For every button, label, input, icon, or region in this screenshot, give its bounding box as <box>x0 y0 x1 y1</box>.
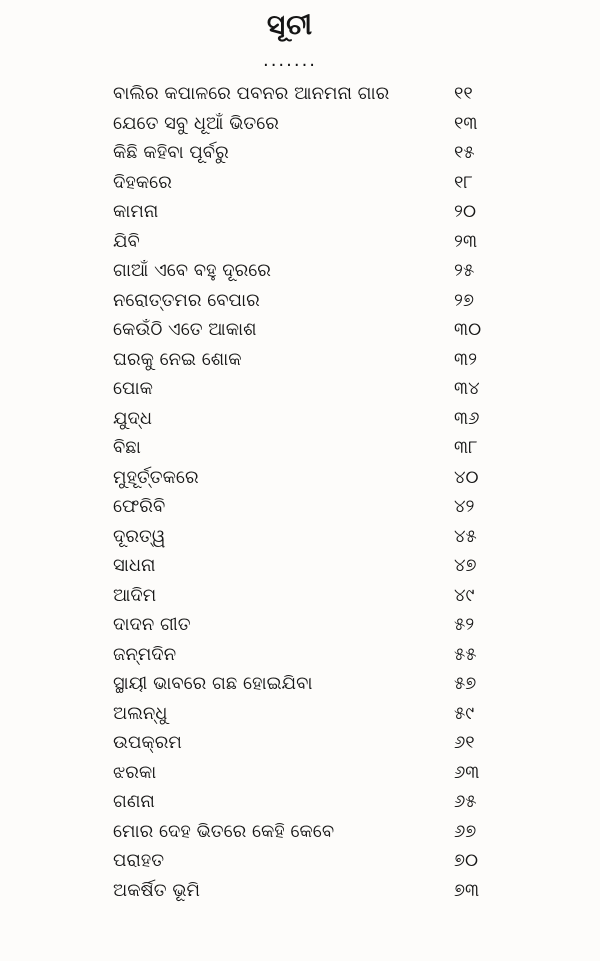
toc-entry <box>0 582 600 612</box>
toc-entry-page-number: ୫୭ <box>454 673 477 694</box>
toc-entry-title: ଯିବି <box>113 230 140 252</box>
table-of-contents <box>0 80 600 906</box>
toc-entry-page-number: ୬୫ <box>454 791 477 812</box>
toc-entry <box>0 464 600 494</box>
toc-entry <box>0 375 600 405</box>
toc-entry-title: ଦୂରତ୍ୱ <box>113 525 166 547</box>
toc-entry-page-number: ୩୦ <box>454 319 482 340</box>
toc-entry-title: ପୋକ <box>113 378 153 399</box>
title-separator: ....... <box>262 50 318 71</box>
toc-entry <box>0 346 600 376</box>
toc-entry <box>0 316 600 346</box>
toc-entry-page-number: ୪୨ <box>454 496 475 517</box>
toc-entry-title: ଯୁଦ୍ଧ <box>113 407 153 429</box>
toc-entry-page-number: ୭୩ <box>454 879 480 901</box>
toc-entry-page-number: ୪୦ <box>454 466 479 488</box>
toc-entry-title: ମୁହୂର୍ତ୍ତକରେ <box>113 466 199 488</box>
toc-entry <box>0 670 600 700</box>
toc-entry-title: ଜନ୍ମଦିନ <box>113 643 177 665</box>
page-title: ସୂଚୀ <box>266 8 314 41</box>
toc-entry <box>0 405 600 435</box>
toc-entry-page-number: ୧୫ <box>454 142 475 163</box>
toc-entry-title: ଗାଆଁ ଏବେ ବହୁ ଦୂରରେ <box>113 260 271 281</box>
toc-entry <box>0 877 600 907</box>
toc-entry-page-number: ୨୫ <box>454 260 475 281</box>
toc-entry <box>0 641 600 671</box>
toc-entry <box>0 228 600 258</box>
toc-entry-title: ମୋର ଦେହ ଭିତରେ କେହି କେବେ <box>113 820 335 842</box>
toc-entry-page-number: ୫୫ <box>454 643 477 665</box>
toc-entry-page-number: ୨୦ <box>454 201 476 222</box>
toc-entry <box>0 818 600 848</box>
toc-entry-page-number: ୪୫ <box>454 525 477 547</box>
toc-entry-page-number: ୩୪ <box>454 378 480 399</box>
toc-entry <box>0 287 600 317</box>
toc-entry <box>0 80 600 110</box>
toc-entry-page-number: ୩୬ <box>454 407 480 429</box>
toc-entry <box>0 759 600 789</box>
toc-entry-title: ଆଦିମ <box>113 584 157 606</box>
toc-entry <box>0 434 600 464</box>
toc-entry <box>0 169 600 199</box>
toc-entry-title: ଝରକା <box>113 761 157 783</box>
toc-entry <box>0 700 600 730</box>
toc-entry-page-number: ୪୯ <box>454 584 475 606</box>
toc-entry <box>0 611 600 641</box>
toc-entry-page-number: ୧୧ <box>454 83 473 104</box>
toc-entry <box>0 523 600 553</box>
toc-entry-title: ଅକର୍ଷିତ ଭୂମି <box>113 879 200 901</box>
toc-entry-title: କିଛି କହିବା ପୂର୍ବରୁ <box>113 142 229 163</box>
toc-entry-title: ଗଣନା <box>113 791 155 812</box>
toc-entry-page-number: ୬୩ <box>454 761 480 783</box>
toc-entry-page-number: ୧୩ <box>454 112 478 134</box>
toc-entry-title: ଘରକୁ ନେଇ ଶୋକ <box>113 348 242 370</box>
toc-entry-title: ଦିହକରେ <box>113 171 172 193</box>
toc-entry-page-number: ୩୨ <box>454 348 478 370</box>
toc-entry-page-number: ୬୭ <box>454 820 477 842</box>
toc-entry <box>0 552 600 582</box>
toc-entry-title: ବିଛା <box>113 437 141 458</box>
toc-entry-page-number: ୫୨ <box>454 614 475 635</box>
toc-entry <box>0 788 600 818</box>
toc-entry-title: ଫେରିବି <box>113 496 166 517</box>
toc-entry-title: କେଉଁଠି ଏତେ ଆକାଶ <box>113 319 257 340</box>
toc-entry-title: ବାଲିର କପାଳରେ ପବନର ଆନମନା ଗାର <box>113 83 390 104</box>
toc-entry-title: ପରାହତ <box>113 850 165 871</box>
toc-entry <box>0 729 600 759</box>
toc-entry <box>0 847 600 877</box>
toc-entry-page-number: ୩୮ <box>454 437 478 458</box>
toc-entry-title: ସ୍ଥାୟୀ ଭାବରେ ଗଛ ହୋଇଯିବା <box>113 673 313 694</box>
toc-entry-page-number: ୨୭ <box>454 289 474 311</box>
toc-entry-page-number: ୬୧ <box>454 732 475 753</box>
toc-entry-title: ସାଧନା <box>113 555 156 576</box>
toc-entry-title: କାମନା <box>113 201 159 222</box>
toc-entry-page-number: ୨୩ <box>454 230 478 252</box>
toc-entry <box>0 198 600 228</box>
toc-entry-page-number: ୭୦ <box>454 850 479 871</box>
toc-entry <box>0 110 600 140</box>
toc-entry-title: ଉପକ୍ରମ <box>113 732 182 753</box>
toc-entry-title: ଅଲନ୍ଧୁ <box>113 702 168 724</box>
toc-entry <box>0 139 600 169</box>
toc-entry-page-number: ୪୭ <box>454 555 477 576</box>
toc-entry-title: ଦାଦନ ଗୀତ <box>113 614 191 635</box>
toc-entry-title: ଯେତେ ସବୁ ଧୂଆଁ ଭିତରେ <box>113 112 279 134</box>
toc-entry-title: ନରୋତ୍ତମର ବେପାର <box>113 289 260 311</box>
toc-entry-page-number: ୫୯ <box>454 702 475 724</box>
toc-entry <box>0 257 600 287</box>
toc-entry <box>0 493 600 523</box>
toc-entry-page-number: ୧୮ <box>454 171 473 193</box>
